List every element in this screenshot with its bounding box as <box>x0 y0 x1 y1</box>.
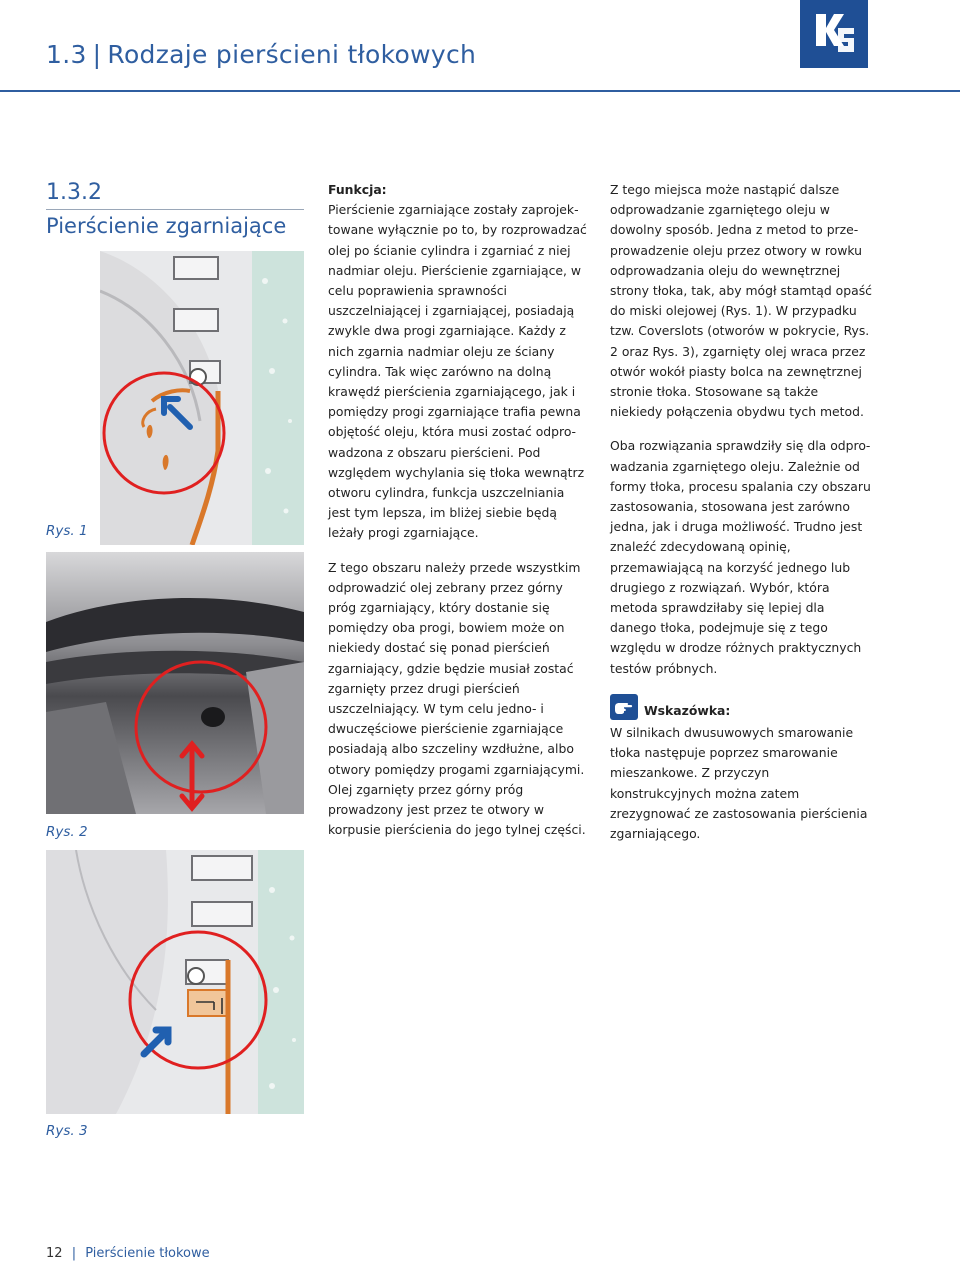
ks-logo-icon <box>806 6 862 62</box>
figure-1-illustration <box>100 251 304 545</box>
function-heading: Funkcja: <box>328 182 387 197</box>
section-rule <box>46 209 304 210</box>
header-title-text: Rodzaje pierścieni tłokowych <box>107 40 477 69</box>
footer-title: Pierścienie tłokowe <box>85 1246 210 1261</box>
page-header-title <box>46 40 476 69</box>
pointing-hand-icon <box>610 694 638 720</box>
figure-2-photo <box>46 552 304 814</box>
hint-header <box>610 693 872 721</box>
section-title: Pierścienie zgarniające <box>46 214 287 238</box>
ks-logo <box>800 0 868 68</box>
header-rule <box>0 90 960 92</box>
figure-3-illustration <box>46 850 304 1114</box>
hint-title: Wskazówka: <box>644 702 731 718</box>
right-paragraph-2: Oba rozwiązania sprawdziły się dla odprowadzania zgarniętego oleju. Zależnie od formy tłoka, procesu spalania czy obszaru zastosowania, stosowana jest zarówno jedna, jak i druga możliwość. Trudno jest znaleźć zdecydowaną opinię, przemawiającą na korzyść jednego lub drugiego z rozwiązań. Wybór, która metoda sprawdziłaby się lepiej dla danego tłoka, podejmuje się z tego względu w drodze różnych praktycznych testów próbnych. <box>610 438 871 676</box>
column-right <box>610 180 872 858</box>
page-footer <box>46 1246 210 1261</box>
hint-text: W silnikach dwusuwowych smarowanie tłoka następuje poprzez smarowanie mieszankowe. Z przyczyn konstrukcyjnych można zatem zrezygnować ze zastosowania pierścienia zgarniającego. <box>610 725 868 842</box>
function-paragraph-2: Z tego obszaru należy przede wszystkim odprowadzić olej zebrany przez górny próg zgarniający, który dostanie się pomiędzy oba progi, bowiem może on niekiedy dostać się ponad pierścień zgarniający, gdzie będzie musiał zostać zgarnięty przez drugi pierścień uszczelniający. W tym celu jedno- i dwuczęściowe pierścienie zgarniające posiadają albo szczeliny wzdłużne, albo otwory pomiędzy progami zgarniającymi. Olej zgarnięty przez górny próg prowadzony jest przez te otwory w korpusie pierścienia do jego tylnej części. <box>328 559 586 838</box>
right-paragraph-1: Z tego miejsca może nastąpić dalsze odprowadzanie zgarniętego oleju w dowolny sposób. Jedna z metod to przeprowadzenie oleju przez otwory w rowku odprowadzania oleju do wewnętrznej strony tłoka, tak, aby mógł stamtąd opaść do miski olejowej (Rys. 1). W przypadku tzw. Coverslots (otworów w pokrycie, Rys. 2 oraz Rys. 3), zgarnięty olej wraca przez otwór wokół piasty bolca na zewnętrznej stronie tłoka. Stosowane są także niekiedy połączenia obydwu tych metod. <box>610 182 872 420</box>
figure-1-caption: Rys. 1 <box>46 523 88 539</box>
section-number: 1.3.2 <box>46 180 102 205</box>
column-middle <box>328 180 590 855</box>
function-paragraph-1: Pierścienie zgarniające zostały zaprojektowane wyłącznie po to, by rozprowadzać olej po ścianie cylindra i zgarniać z niej nadmiar oleju. Pierścienie zgarniające, w celu poprawienia sprawności uszczelniającej i zgarniającej, posiadają zwykle dwa progi zgarniające. Każdy z nich zgarnia nadmiar oleju ze ściany cylindra. Tak więc zarówno na dolną krawędź pierścienia zgarniającego, jak i pomiędzy progi zgarniające trafia pewna objętość oleju, która musi zostać odprowadzona z obszaru pierścieni. Pod względem wychylania się tłoka wewnątrz otworu cylindra, funkcja uszczelniania jest tym lepsza, im bliżej siebie będą leżały progi zgarniające. <box>328 202 587 541</box>
header-section-number: 1.3 <box>46 40 87 69</box>
header-separator: | <box>92 40 102 69</box>
figure-2-caption: Rys. 2 <box>46 824 88 840</box>
figure-3-caption: Rys. 3 <box>46 1123 88 1139</box>
page-number: 12 <box>46 1246 63 1261</box>
footer-separator: | <box>71 1246 77 1261</box>
